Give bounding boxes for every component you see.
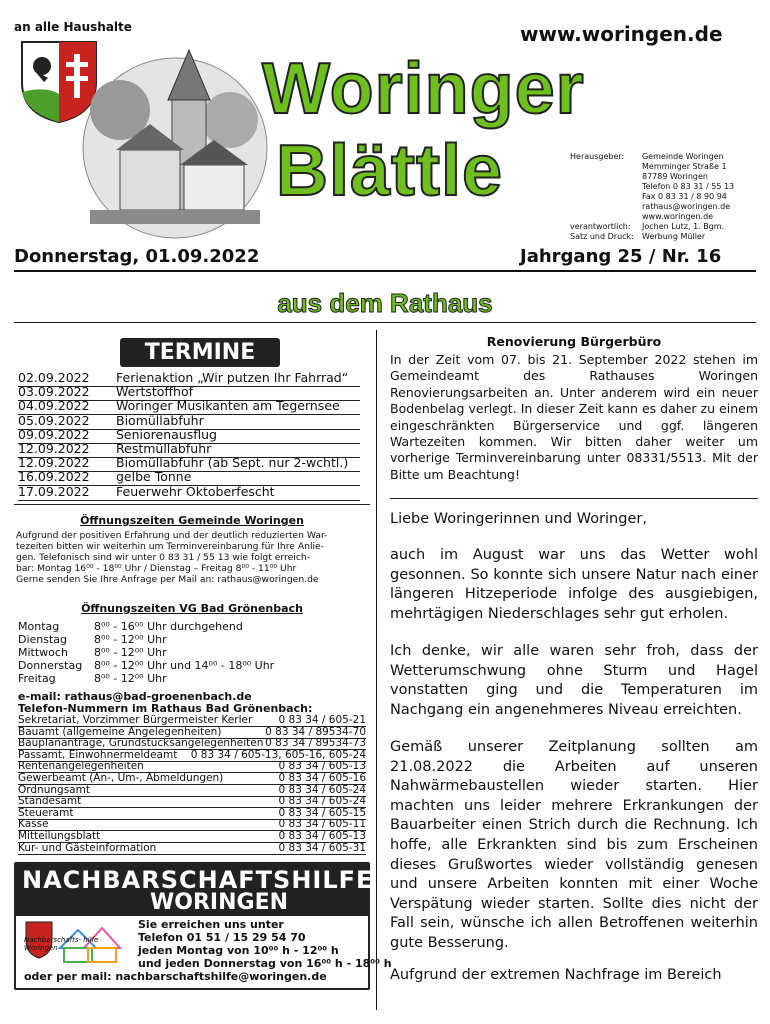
section-divider xyxy=(14,322,756,323)
termine-heading: TERMINE xyxy=(120,338,280,367)
section-title: aus dem Rathaus xyxy=(277,288,493,318)
neighborhood-help-subtitle: WORINGEN xyxy=(150,890,289,915)
phone-number[interactable]: 0 83 34 / 605-24 xyxy=(278,783,366,796)
publisher-line: Telefon 0 83 31 / 55 13 xyxy=(642,182,735,191)
hours-row xyxy=(18,620,243,633)
hours-row xyxy=(18,646,167,659)
publisher-line: Gemeinde Woringen xyxy=(642,152,724,161)
header-divider xyxy=(14,270,756,272)
phone-label: Passamt, Einwohnermeldeamt xyxy=(18,748,178,761)
website-url[interactable]: www.woringen.de xyxy=(520,22,723,46)
column-divider xyxy=(376,330,377,1010)
hours-time: 8⁰⁰ - 16⁰⁰ Uhr durchgehend xyxy=(94,620,243,633)
phone-label: Rentenangelegenheiten xyxy=(18,760,144,773)
phone-number[interactable]: 0 83 34 / 605-11 xyxy=(278,818,366,831)
termine-event: gelbe Tonne xyxy=(116,469,192,485)
letter-paragraph: Aufgrund der extremen Nachfrage im Bereich xyxy=(390,967,722,983)
publisher-line: Memminger Straße 1 xyxy=(642,162,727,171)
hours-row xyxy=(18,672,167,685)
phone-label: Mitteilungsblatt xyxy=(18,830,101,842)
phone-label: Steueramt xyxy=(18,806,74,819)
phone-number[interactable]: 0 83 34 / 605-13 xyxy=(278,830,366,842)
letter-paragraph: auch im August war uns das Wetter wohl gesonnen. So konnte sich unsere Natur nach einer längeren Hitzeperiode infolge des ausgiebigen, mehrtägigen Niederschlages sehr gut erholen. xyxy=(390,547,758,622)
termine-date: 16.09.2022 xyxy=(18,469,90,485)
print-label: Satz und Druck: xyxy=(570,232,634,241)
gemeinde-hours-title: Öffnungszeiten Gemeinde Woringen xyxy=(80,514,304,527)
termine-date: 03.09.2022 xyxy=(18,384,90,400)
contact-line: Telefon 01 51 / 15 29 54 70 xyxy=(138,931,306,944)
vg-email[interactable]: e-mail: rathaus@bad-groenenbach.de xyxy=(18,690,252,703)
hours-time: 8⁰⁰ - 12⁰⁰ Uhr xyxy=(94,672,167,685)
hours-day: Mittwoch xyxy=(18,646,68,659)
termine-event: Restmüllabfuhr xyxy=(116,441,212,456)
vg-hours-title: Öffnungszeiten VG Bad Grönenbach xyxy=(81,602,303,615)
publisher-line: Fax 0 83 31 / 8 90 94 xyxy=(642,192,727,201)
publisher-line: rathaus@woringen.de xyxy=(642,202,731,211)
responsible-label: verantwortlich: xyxy=(570,222,631,231)
publisher-line: www.woringen.de xyxy=(642,212,714,221)
hours-row xyxy=(18,633,167,646)
phone-row xyxy=(18,842,366,855)
print-value: Werbung Müller xyxy=(642,232,706,241)
responsible-value: Jochen Lutz, 1. Bgm. xyxy=(642,222,725,231)
letter-paragraph: Ich denke, wir alle waren sehr froh, dass der Wetterumschwung ohne Sturm und Hagel vonstatten ging und die Temperaturen im Nachgang ein angenehmeres Niveau erreichten. xyxy=(390,643,758,718)
issue-number: Jahrgang 25 / Nr. 16 xyxy=(520,246,722,267)
phone-label: Kur- und Gästeinformation xyxy=(18,841,157,854)
phone-number[interactable]: 0 83 34 / 605-16 xyxy=(278,772,366,784)
masthead-title-line1: Woringer xyxy=(262,49,585,129)
termine-date: 04.09.2022 xyxy=(18,398,90,414)
publisher-info xyxy=(570,152,734,242)
renovation-text: In der Zeit vom 07. bis 21. September 2022 stehen im Gemeindeamt des Rathauses Woringen Renovierungsarbeiten an. Unter anderem wird ein neuer Bodenbelag verlegt. In dieser Zeit kann es daher zu einem eingeschränkten Bürgerservice und ggf. längeren Wartezeiten kommen. Wir bitten daher weiter um vorherige Terminvereinbarung unter 08331/5513. Mit der Bitte um Beachtung! xyxy=(390,352,758,482)
neighborhood-help-title: NACHBARSCHAFTSHILFE xyxy=(22,866,374,894)
text-line: tezeiten bitten wir weiterhin um Terminvereinbarung für Ihre Anlie- xyxy=(16,541,325,552)
termine-date: 12.09.2022 xyxy=(18,455,90,471)
letter-greeting: Liebe Woringerinnen und Woringer, xyxy=(390,511,647,527)
letter-paragraph: Gemäß unserer Zeitplanung sollten am 21.08.2022 die Arbeiten auf unseren Nahwärmebaustellen wieder starten. Hier machten uns leider mehrere Erkrankungen der Bauarbeiter einen Strich durch die Rechnung. Ich hoffe, alle Erkrankten sind bis zum Erscheinen dieses Grußwortes wieder vollständig genesen und unsere Arbeiten konnten mit einer Woche Verspätung wieder starten. Sollte dies nicht der Fall sein, wünsche ich allen Betroffenen weiterhin gute Besserung. xyxy=(390,739,758,951)
hours-day: Dienstag xyxy=(18,633,68,646)
divider xyxy=(14,504,370,505)
termine-event: Wertstoffhof xyxy=(116,384,194,400)
hours-row xyxy=(18,659,274,672)
termine-date: 02.09.2022 xyxy=(18,370,90,385)
termine-event: Woringer Musikanten am Tegernsee xyxy=(116,398,340,414)
termine-event: Seniorenausflug xyxy=(116,426,217,442)
termine-date: 05.09.2022 xyxy=(18,412,90,428)
phone-number[interactable]: 0 83 34 / 605-15 xyxy=(278,806,366,819)
renovation-title: Renovierung Bürgerbüro xyxy=(486,334,662,349)
termine-date: 09.09.2022 xyxy=(18,426,90,442)
hours-time: 8⁰⁰ - 12⁰⁰ Uhr und 14⁰⁰ - 18⁰⁰ Uhr xyxy=(94,659,275,672)
hours-time: 8⁰⁰ - 12⁰⁰ Uhr xyxy=(94,633,167,646)
phone-label: Sekretariat, Vorzimmer Bürgermeister Kerler xyxy=(18,714,253,726)
distribution-note: an alle Haushalte xyxy=(14,20,132,34)
phone-label: Gewerbeamt (An-, Um-, Abmeldungen) xyxy=(18,772,224,784)
publisher-label: Herausgeber: xyxy=(570,152,625,161)
phone-label: Bauamt (allgemeine Angelegenheiten) xyxy=(18,725,222,738)
phone-number[interactable]: 0 83 34 / 605-24 xyxy=(278,795,366,808)
phone-number[interactable]: 0 83 34 / 605-13 xyxy=(278,760,366,773)
phone-label: Kasse xyxy=(18,818,49,831)
hours-day: Freitag xyxy=(18,672,56,685)
phone-label: Standesamt xyxy=(18,795,82,808)
hours-day: Montag xyxy=(18,620,60,633)
masthead-title-line2: Blättle xyxy=(276,131,504,211)
phone-heading: Telefon-Nummern im Rathaus Bad Grönenbach: xyxy=(18,702,313,715)
phone-label: Bauplananträge, Grundstücksangelegenheiten xyxy=(18,737,264,750)
termine-event: Ferienaktion „Wir putzen Ihr Fahrrad“ xyxy=(116,370,349,385)
church-illustration xyxy=(80,40,270,240)
phone-label: Ordnungsamt xyxy=(18,783,90,796)
termine-event: Biomüllabfuhr xyxy=(116,412,204,428)
neighborhood-help-logo-text: Nachbarschafts- hilfe Woringen xyxy=(24,936,99,952)
termine-event: Feuerwehr Oktoberfescht xyxy=(116,483,275,499)
phone-number[interactable]: 0 83 34 / 605-13, 605-16, 605-24 xyxy=(190,748,366,761)
phone-number[interactable]: 0 83 34 / 605-31 xyxy=(278,841,366,854)
text-line: Aufgrund der positiven Erfahrung und der deutlich reduzierten War- xyxy=(16,530,328,541)
contact-line: und jeden Donnerstag von 16⁰⁰ h - 18⁰⁰ h xyxy=(138,957,392,970)
contact-line: jeden Montag von 10⁰⁰ h - 12⁰⁰ h xyxy=(138,944,339,957)
hours-time: 8⁰⁰ - 12⁰⁰ Uhr xyxy=(94,646,167,659)
phone-number[interactable]: 0 83 34 / 89534-70 xyxy=(265,725,366,738)
neighborhood-help-mail[interactable]: oder per mail: nachbarschaftshilfe@woringen.de xyxy=(24,970,327,983)
text-line: Gerne senden Sie Ihre Anfrage per Mail an: rathaus@woringen.de xyxy=(16,574,319,585)
contact-line: Sie erreichen uns unter xyxy=(138,918,284,931)
phone-number[interactable]: 0 83 34 / 605-21 xyxy=(278,714,366,726)
termine-date: 12.09.2022 xyxy=(18,441,90,456)
publisher-line: 87789 Woringen xyxy=(642,172,708,181)
text-line: gen. Telefonisch sind wir unter 0 83 31 / 55 13 wie folgt erreich- xyxy=(16,552,311,563)
termine-event: Biomüllabfuhr (ab Sept. nur 2-wchtl.) xyxy=(116,455,349,471)
divider xyxy=(390,498,758,499)
text-line: bar: Montag 16⁰⁰ - 18⁰⁰ Uhr / Dienstag – Freitag 8⁰⁰ - 11⁰⁰ Uhr xyxy=(16,563,297,574)
hours-day: Donnerstag xyxy=(18,659,83,672)
issue-date: Donnerstag, 01.09.2022 xyxy=(14,246,260,267)
termine-date: 17.09.2022 xyxy=(18,483,90,499)
termine-row xyxy=(18,484,360,501)
gemeinde-hours-text xyxy=(16,530,372,585)
phone-number[interactable]: 0 83 34 / 89534-73 xyxy=(265,737,366,750)
neighborhood-help-contact xyxy=(138,918,392,970)
